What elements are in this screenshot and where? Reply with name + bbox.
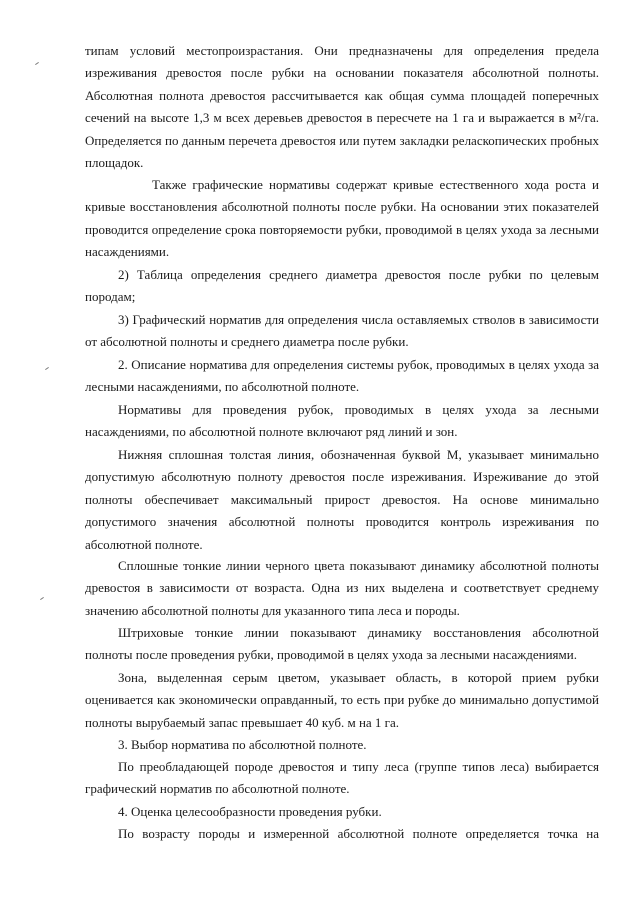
paragraph-stem-count-norm: 3) Графический норматив для определения числа оставляемых стволов в зависимости от абсолютной полноты и среднего диаметра после рубки. bbox=[85, 312, 599, 350]
paragraph-norm-selection: По преобладающей породе древостоя и типу леса (группе типов леса) выбирается графический норматив по абсолютной полноте. bbox=[85, 759, 599, 797]
scan-artifact bbox=[40, 597, 44, 600]
scan-artifact bbox=[45, 367, 49, 370]
scan-artifact bbox=[35, 62, 39, 65]
paragraph-line-m: Нижняя сплошная толстая линия, обозначенная буквой М, указывает минимально допустимую абсолютную полноту древостоя после изреживания. Изреживание до этой полноты обеспечивает максимальный прирост древостоя. На основе минимально допустимого значения абсолютной полноты проводится контроль изреживания по абсолютной полноте. bbox=[85, 447, 599, 552]
paragraph-gray-zone: Зона, выделенная серым цветом, указывает область, в которой прием рубки оценивается как экономически оправданный, то есть при рубке до минимально допустимой полноты вырубаемый запас превышает 40 куб. м на 1 га. bbox=[85, 670, 599, 730]
paragraph-diameter-table: 2) Таблица определения среднего диаметра древостоя после рубки по целевым породам; bbox=[85, 267, 599, 305]
paragraph-solid-lines: Сплошные тонкие линии черного цвета показывают динамику абсолютной полноты древостоя в зависимости от возраста. Одна из них выделена и соответствует среднему значению абсолютной полноты для указанного типа леса и породы. bbox=[85, 558, 599, 618]
section-heading-feasibility: 4. Оценка целесообразности проведения рубки. bbox=[118, 804, 382, 819]
paragraph-dashed-lines: Штриховые тонкие линии показывают динамику восстановления абсолютной полноты после проведения рубки, проводимой в целях ухода за лесными насаждениями. bbox=[85, 625, 599, 663]
paragraph-growth-curves: Также графические нормативы содержат кривые естественного хода роста и кривые восстановления абсолютной полноты после рубки. На основании этих показателей проводится определение срока повторяемости рубки, проводимой в целях ухода за лесными насаждениями. bbox=[85, 177, 599, 260]
section-heading-norm-selection: 3. Выбор норматива по абсолютной полноте. bbox=[118, 737, 367, 752]
paragraph-lines-and-zones: Нормативы для проведения рубок, проводимых в целях ухода за лесными насаждениями, по абсолютной полноте включают ряд линий и зон. bbox=[85, 402, 599, 440]
section-heading-norm-description: 2. Описание норматива для определения системы рубок, проводимых в целях ухода за лесными насаждениями, по абсолютной полноте. bbox=[85, 357, 599, 395]
paragraph-feasibility: По возрасту породы и измеренной абсолютной полноте определяется точка на bbox=[118, 826, 599, 841]
paragraph-absolute-density: типам условий местопроизрастания. Они предназначены для определения предела изреживания древостоя после рубки на основании показателя абсолютной полноты. Абсолютная полнота древостоя рассчитывается как общая сумма площадей поперечных сечений на высоте 1,3 м всех деревьев древостоя в пересчете на 1 га и выражается в м²/га. Определяется по данным перечета древостоя или путем закладки реласкопических пробных площадок. bbox=[85, 43, 599, 171]
